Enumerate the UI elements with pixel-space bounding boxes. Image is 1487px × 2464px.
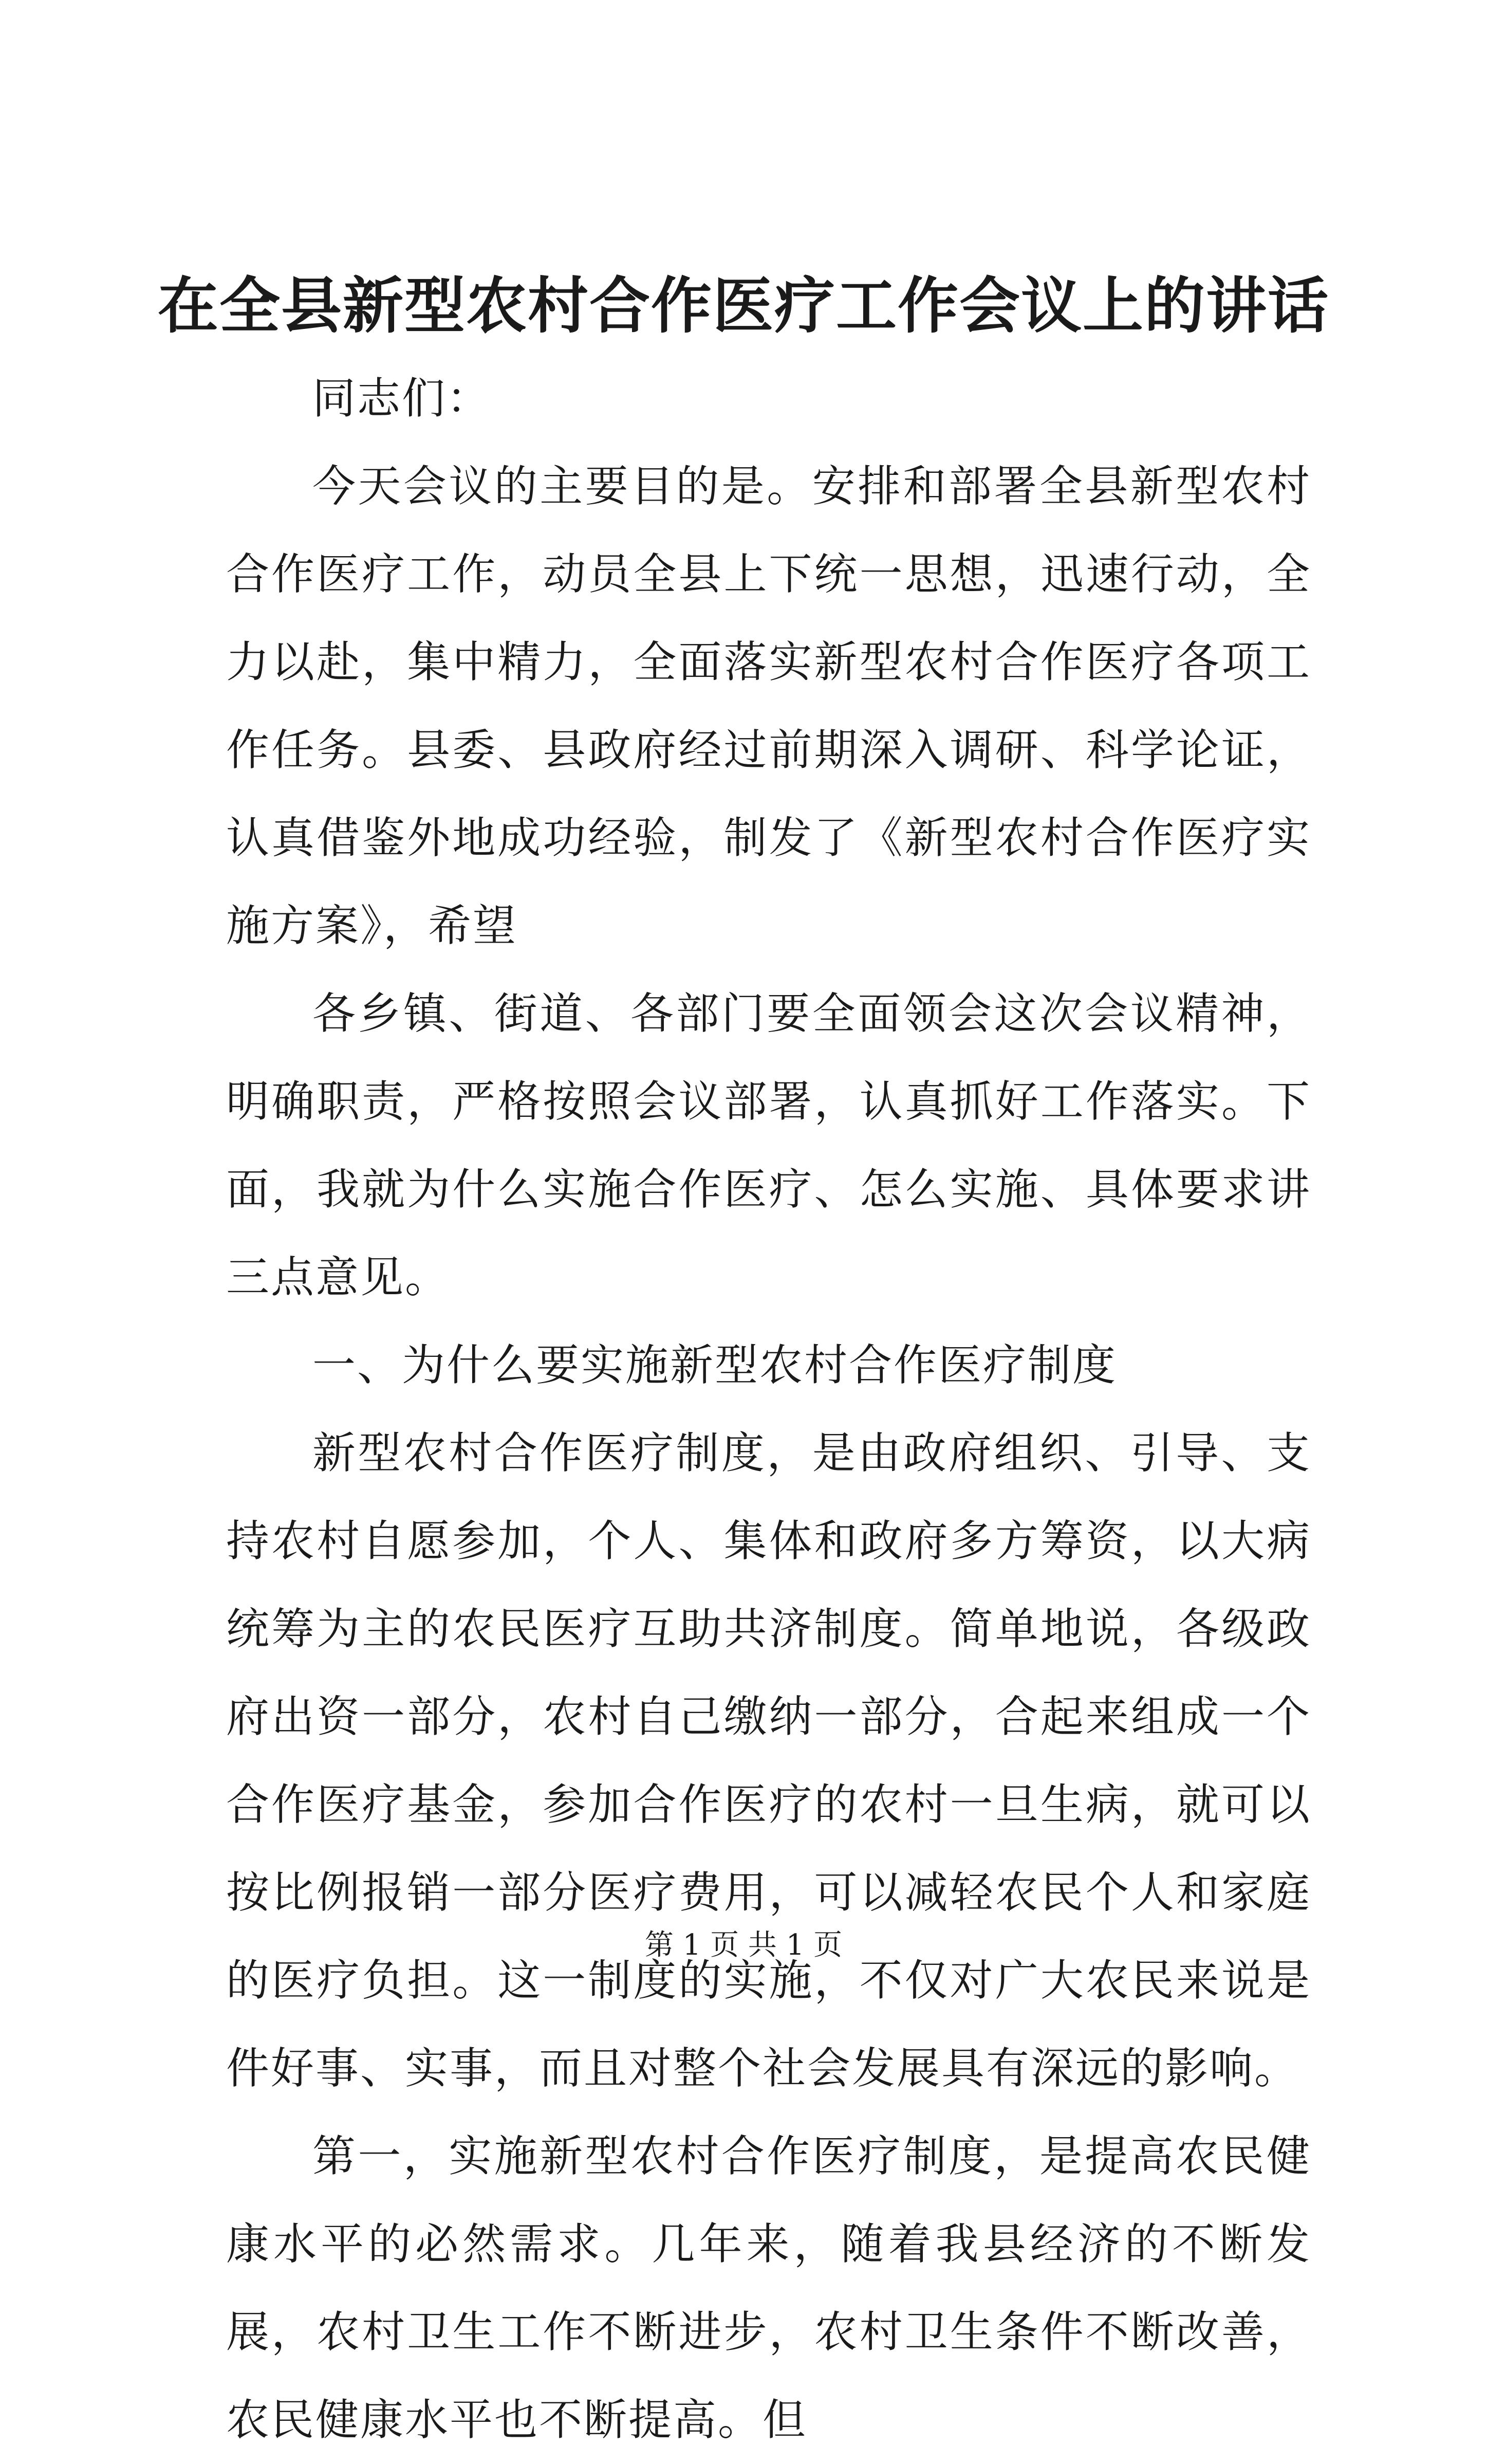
paragraph-definition: 新型农村合作医疗制度，是由政府组织、引导、支持农村自愿参加，个人、集体和政府多方筹资，以大病统筹为主的农民医疗互助共济制度。简单地说，各级政府出资一部分，农村自己缴纳一部分，合起来组成一个合作医疗基金，参加合作医疗的农村一旦生病，就可以按比例报销一部分医疗费用，可以减轻农民个人和家庭的医疗负担。这一制度的实施，不仅对广大农民来说是件好事、实事，而且对整个社会发展具有深远的影响。: [226, 1428, 1311, 2093]
document-title: 在全县新型农村合作医疗工作会议上的讲话: [157, 270, 1329, 341]
page-footer: 第 1 页 共 1 页: [644, 1928, 843, 1962]
paragraph-first-point: 第一，实施新型农村合作医疗制度，是提高农民健康水平的必然需求。几年来，随着我县经济的不断发展，农村卫生工作不断进步，农村卫生条件不断改善，农民健康水平也不断提高。但: [226, 2131, 1311, 2445]
section-heading-1: 一、为什么要实施新型农村合作医疗制度: [312, 1340, 1118, 1390]
paragraph-requirements: 各乡镇、街道、各部门要全面领会这次会议精神，明确职责，严格按照会议部署，认真抓好工作落实。下面，我就为什么实施合作医疗、怎么实施、具体要求讲三点意见。: [226, 988, 1311, 1302]
paragraph-salutation: 同志们：: [312, 373, 492, 424]
document-body: [226, 355, 1311, 2464]
paragraph-intro: 今天会议的主要目的是。安排和部署全县新型农村合作医疗工作，动员全县上下统一思想，迅速行动，全力以赴，集中精力，全面落实新型农村合作医疗各项工作任务。县委、县政府经过前期深入调研、科学论证，认真借鉴外地成功经验，制发了《新型农村合作医疗实施方案》，希望: [226, 461, 1311, 951]
